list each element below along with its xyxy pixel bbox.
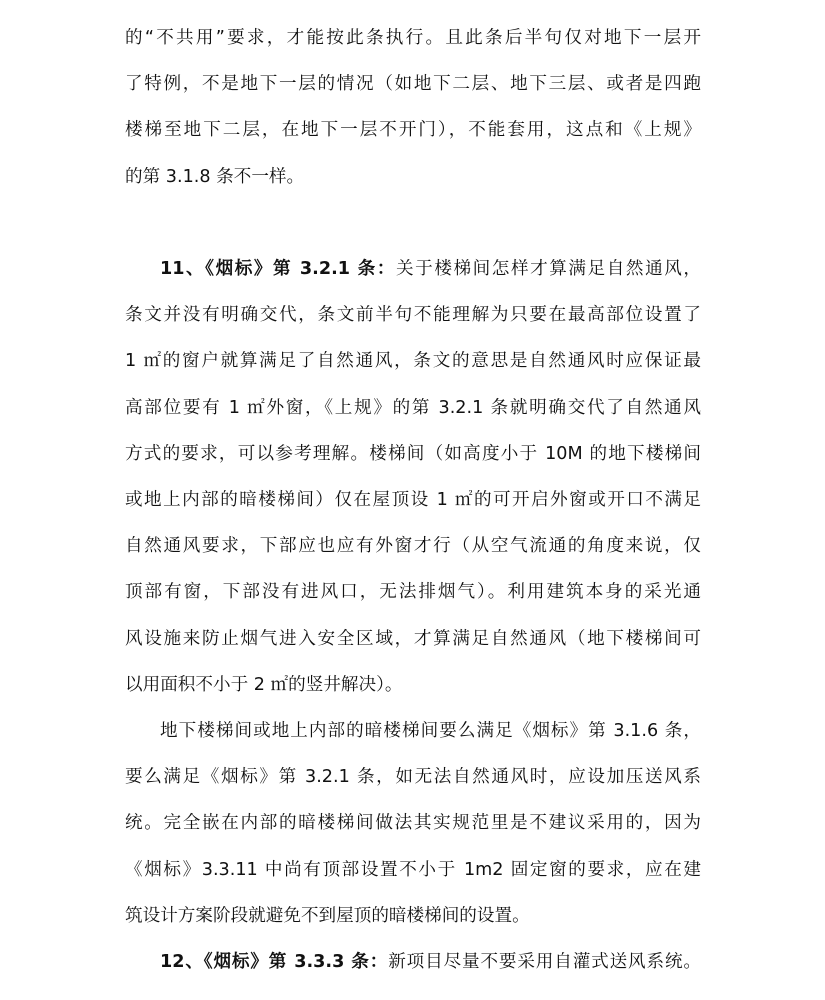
text-line: 顶部有窗，下部没有进风口，无法排烟气）。利用建筑本身的采光通	[125, 582, 701, 602]
section-11-line	[160, 254, 701, 284]
text-line: 地下楼梯间或地上内部的暗楼梯间要么满足《烟标》第 3.1.6 条，	[160, 721, 701, 741]
text-line: 自然通风要求，下部应也应有外窗才行（从空气流通的角度来说，仅	[125, 536, 701, 556]
text-line: 筑设计方案阶段就避免不到屋顶的暗楼梯间的设置。	[125, 906, 530, 926]
section-11-heading: 11、《烟标》第 3.2.1 条：	[160, 259, 396, 279]
text-line: 统。完全嵌在内部的暗楼梯间做法其实规范里是不建议采用的，因为	[125, 813, 701, 833]
section-12-heading: 12、《烟标》第 3.3.3 条：	[160, 952, 389, 972]
section-12-line	[160, 947, 701, 977]
text-line: 条文并没有明确交代，条文前半句不能理解为只要在最高部位设置了	[125, 305, 701, 325]
text-line: 或地上内部的暗楼梯间）仅在屋顶设 1 ㎡的可开启外窗或开口不满足	[125, 490, 701, 510]
text-line: 以用面积不小于 2 ㎡的竖井解决）。	[125, 675, 403, 695]
text-line: 楼梯至地下二层，在地下一层不开门），不能套用，这点和《上规》	[125, 120, 701, 140]
section-12-text: 新项目尽量不要采用自灌式送风系统。	[388, 952, 701, 972]
text-line: 要么满足《烟标》第 3.2.1 条，如无法自然通风时，应设加压送风系	[125, 767, 701, 787]
text-line: 1 ㎡的窗户就算满足了自然通风，条文的意思是自然通风时应保证最	[125, 351, 701, 371]
text-line: 高部位要有 1 ㎡外窗，《上规》的第 3.2.1 条就明确交代了自然通风	[125, 398, 701, 418]
text-line: 《烟标》3.3.11 中尚有顶部设置不小于 1m2 固定窗的要求，应在建	[125, 860, 701, 880]
text-line: 方式的要求，可以参考理解。楼梯间（如高度小于 10M 的地下楼梯间	[125, 444, 701, 464]
text-line: 的第 3.1.8 条不一样。	[125, 167, 305, 187]
text-line: 了特例，不是地下一层的情况（如地下二层、地下三层、或者是四跑	[125, 74, 701, 94]
text-line: 的“不共用”要求，才能按此条执行。且此条后半句仅对地下一层开	[125, 28, 701, 48]
section-11-text: 关于楼梯间怎样才算满足自然通风，	[396, 259, 701, 279]
text-line: 风设施来防止烟气进入安全区域，才算满足自然通风（地下楼梯间可	[125, 629, 701, 649]
